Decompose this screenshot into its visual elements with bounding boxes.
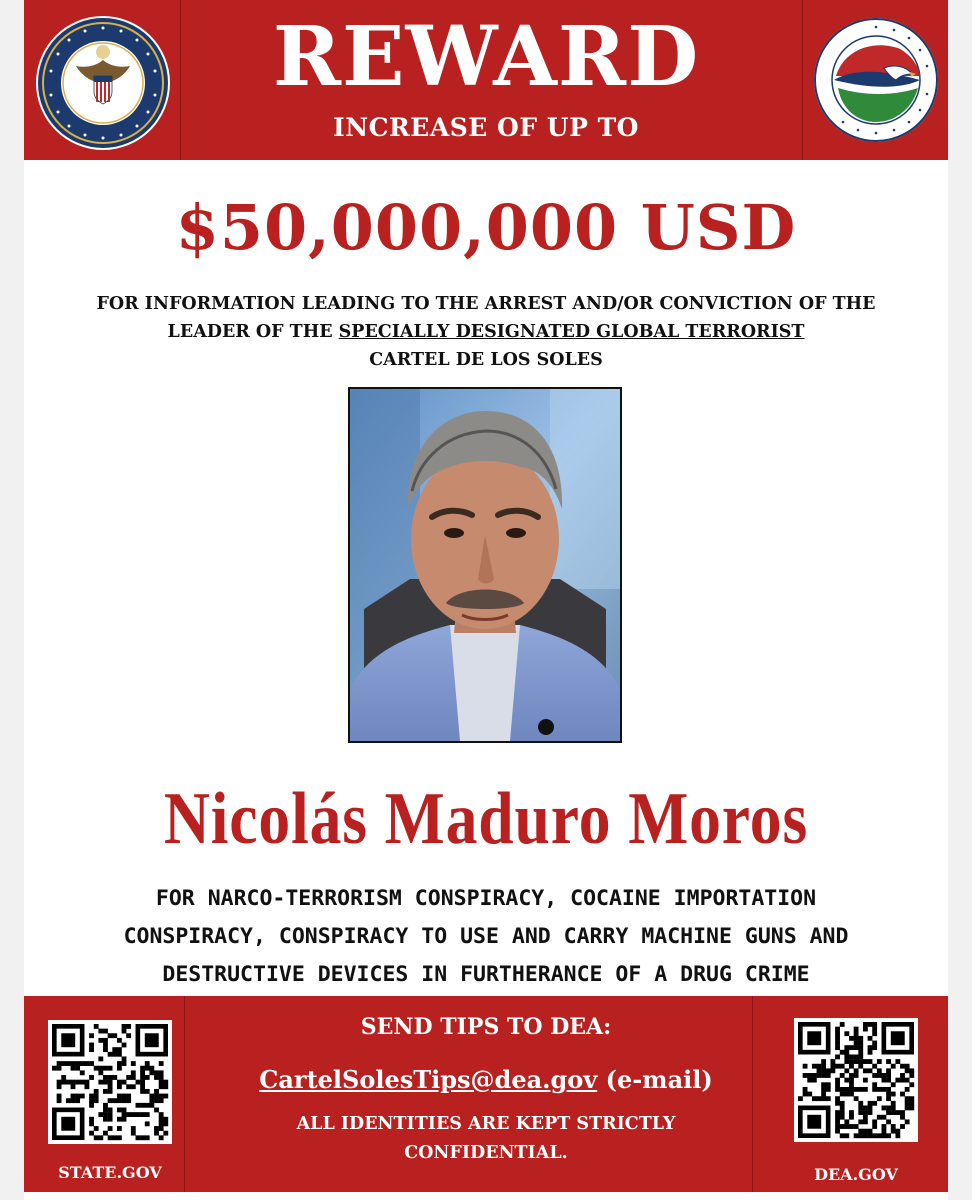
- confidentiality-note-line1: ALL IDENTITIES ARE KEPT STRICTLY: [296, 1114, 676, 1134]
- tips-heading: SEND TIPS TO DEA:: [360, 1014, 612, 1040]
- reward-subtitle: INCREASE OF UP TO: [333, 113, 639, 142]
- charges-text: [24, 880, 948, 994]
- reward-description-line2-prefix: LEADER OF THE: [167, 322, 339, 342]
- designation-underlined: SPECIALLY DESIGNATED GLOBAL TERRORIST: [338, 322, 805, 342]
- reward-description: [24, 290, 948, 374]
- reward-description-line1: FOR INFORMATION LEADING TO THE ARREST AND/OR CONVICTION OF THE: [96, 294, 876, 314]
- header-divider-right: [802, 0, 803, 160]
- dea-seal-icon: [814, 18, 938, 142]
- charges-line1: FOR NARCO-TERRORISM CONSPIRACY, COCAINE IMPORTATION: [155, 886, 817, 911]
- header-divider-left: [180, 0, 181, 160]
- dea-gov-link[interactable]: DEA.GOV: [814, 1165, 898, 1184]
- organization-name: CARTEL DE LOS SOLES: [369, 350, 603, 370]
- subject-name: Nicolás Maduro Moros: [163, 778, 809, 860]
- confidentiality-note: [224, 1110, 748, 1168]
- dea-gov-qr-code[interactable]: [794, 1018, 918, 1142]
- reward-poster: [24, 0, 948, 1200]
- confidentiality-note-line2: CONFIDENTIAL.: [404, 1143, 568, 1163]
- reward-title: REWARD: [272, 9, 700, 105]
- reward-description-line2: [24, 318, 948, 346]
- state-department-seal-icon: [36, 16, 170, 150]
- state-gov-link[interactable]: STATE.GOV: [58, 1163, 162, 1182]
- tips-email-line: [184, 1063, 788, 1097]
- charges-line2: CONSPIRACY, CONSPIRACY TO USE AND CARRY MACHINE GUNS AND: [123, 924, 849, 949]
- reward-amount: $50,000,000 USD: [175, 191, 797, 264]
- charges-line3: DESTRUCTIVE DEVICES IN FURTHERANCE OF A DRUG CRIME: [162, 962, 810, 987]
- tips-email-link[interactable]: CartelSolesTips@dea.gov: [259, 1065, 598, 1094]
- tips-email-suffix: (e-mail): [597, 1065, 713, 1094]
- state-gov-qr-code[interactable]: [48, 1020, 172, 1144]
- subject-photo: [348, 387, 622, 743]
- header-band: [24, 0, 948, 160]
